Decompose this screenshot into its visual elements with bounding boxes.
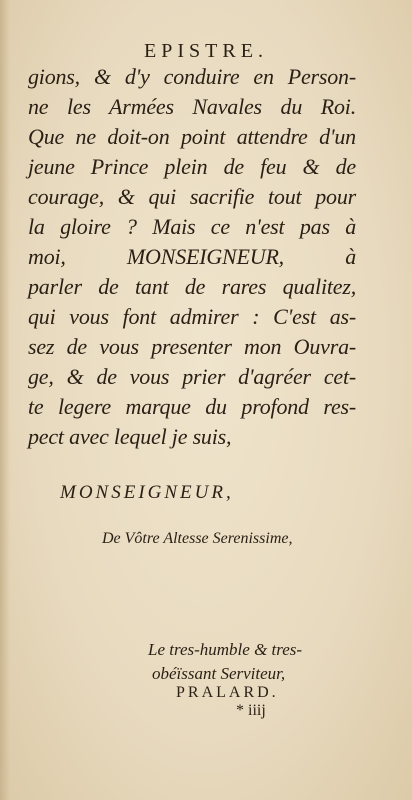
body-line: Que ne doit-on point attendre d'un [28,124,356,149]
body-line: courage, & qui sacrifie tout pour [28,184,356,209]
address-line: De Vôtre Altesse Serenissime, [102,530,293,547]
body-line: la gloire ? Mais ce n'est pas à [28,214,356,239]
page-header: EPISTRE. [144,40,268,62]
closing-line: Le tres-humble & tres- [148,640,303,659]
body-line: ne les Armées Navales du Roi. [28,94,356,119]
body-text [28,62,356,452]
signature-mark: * iiij [236,702,266,719]
signature-name: PRALARD. [176,684,279,701]
closing-formula [148,638,302,686]
body-line: pect avec lequel je suis, [28,424,232,449]
body-line: parler de tant de rares qualitez, [28,274,356,299]
body-line: qui vous font admirer : C'est as- [28,304,356,329]
body-line: ge, & de vous prier d'agréer cet- [28,364,356,389]
page-edge-shadow [0,0,10,800]
body-line: jeune Prince plein de feu & de [28,154,356,179]
closing-line: obéïssant Serviteur, [152,664,286,683]
body-line: sez de vous presenter mon Ouvra- [28,334,356,359]
body-line: moi, MONSEIGNEUR, à [28,244,356,269]
body-line: te legere marque du profond res- [28,394,356,419]
salutation: MONSEIGNEUR, [60,482,234,503]
body-line: gions, & d'y conduire en Person- [28,64,356,89]
